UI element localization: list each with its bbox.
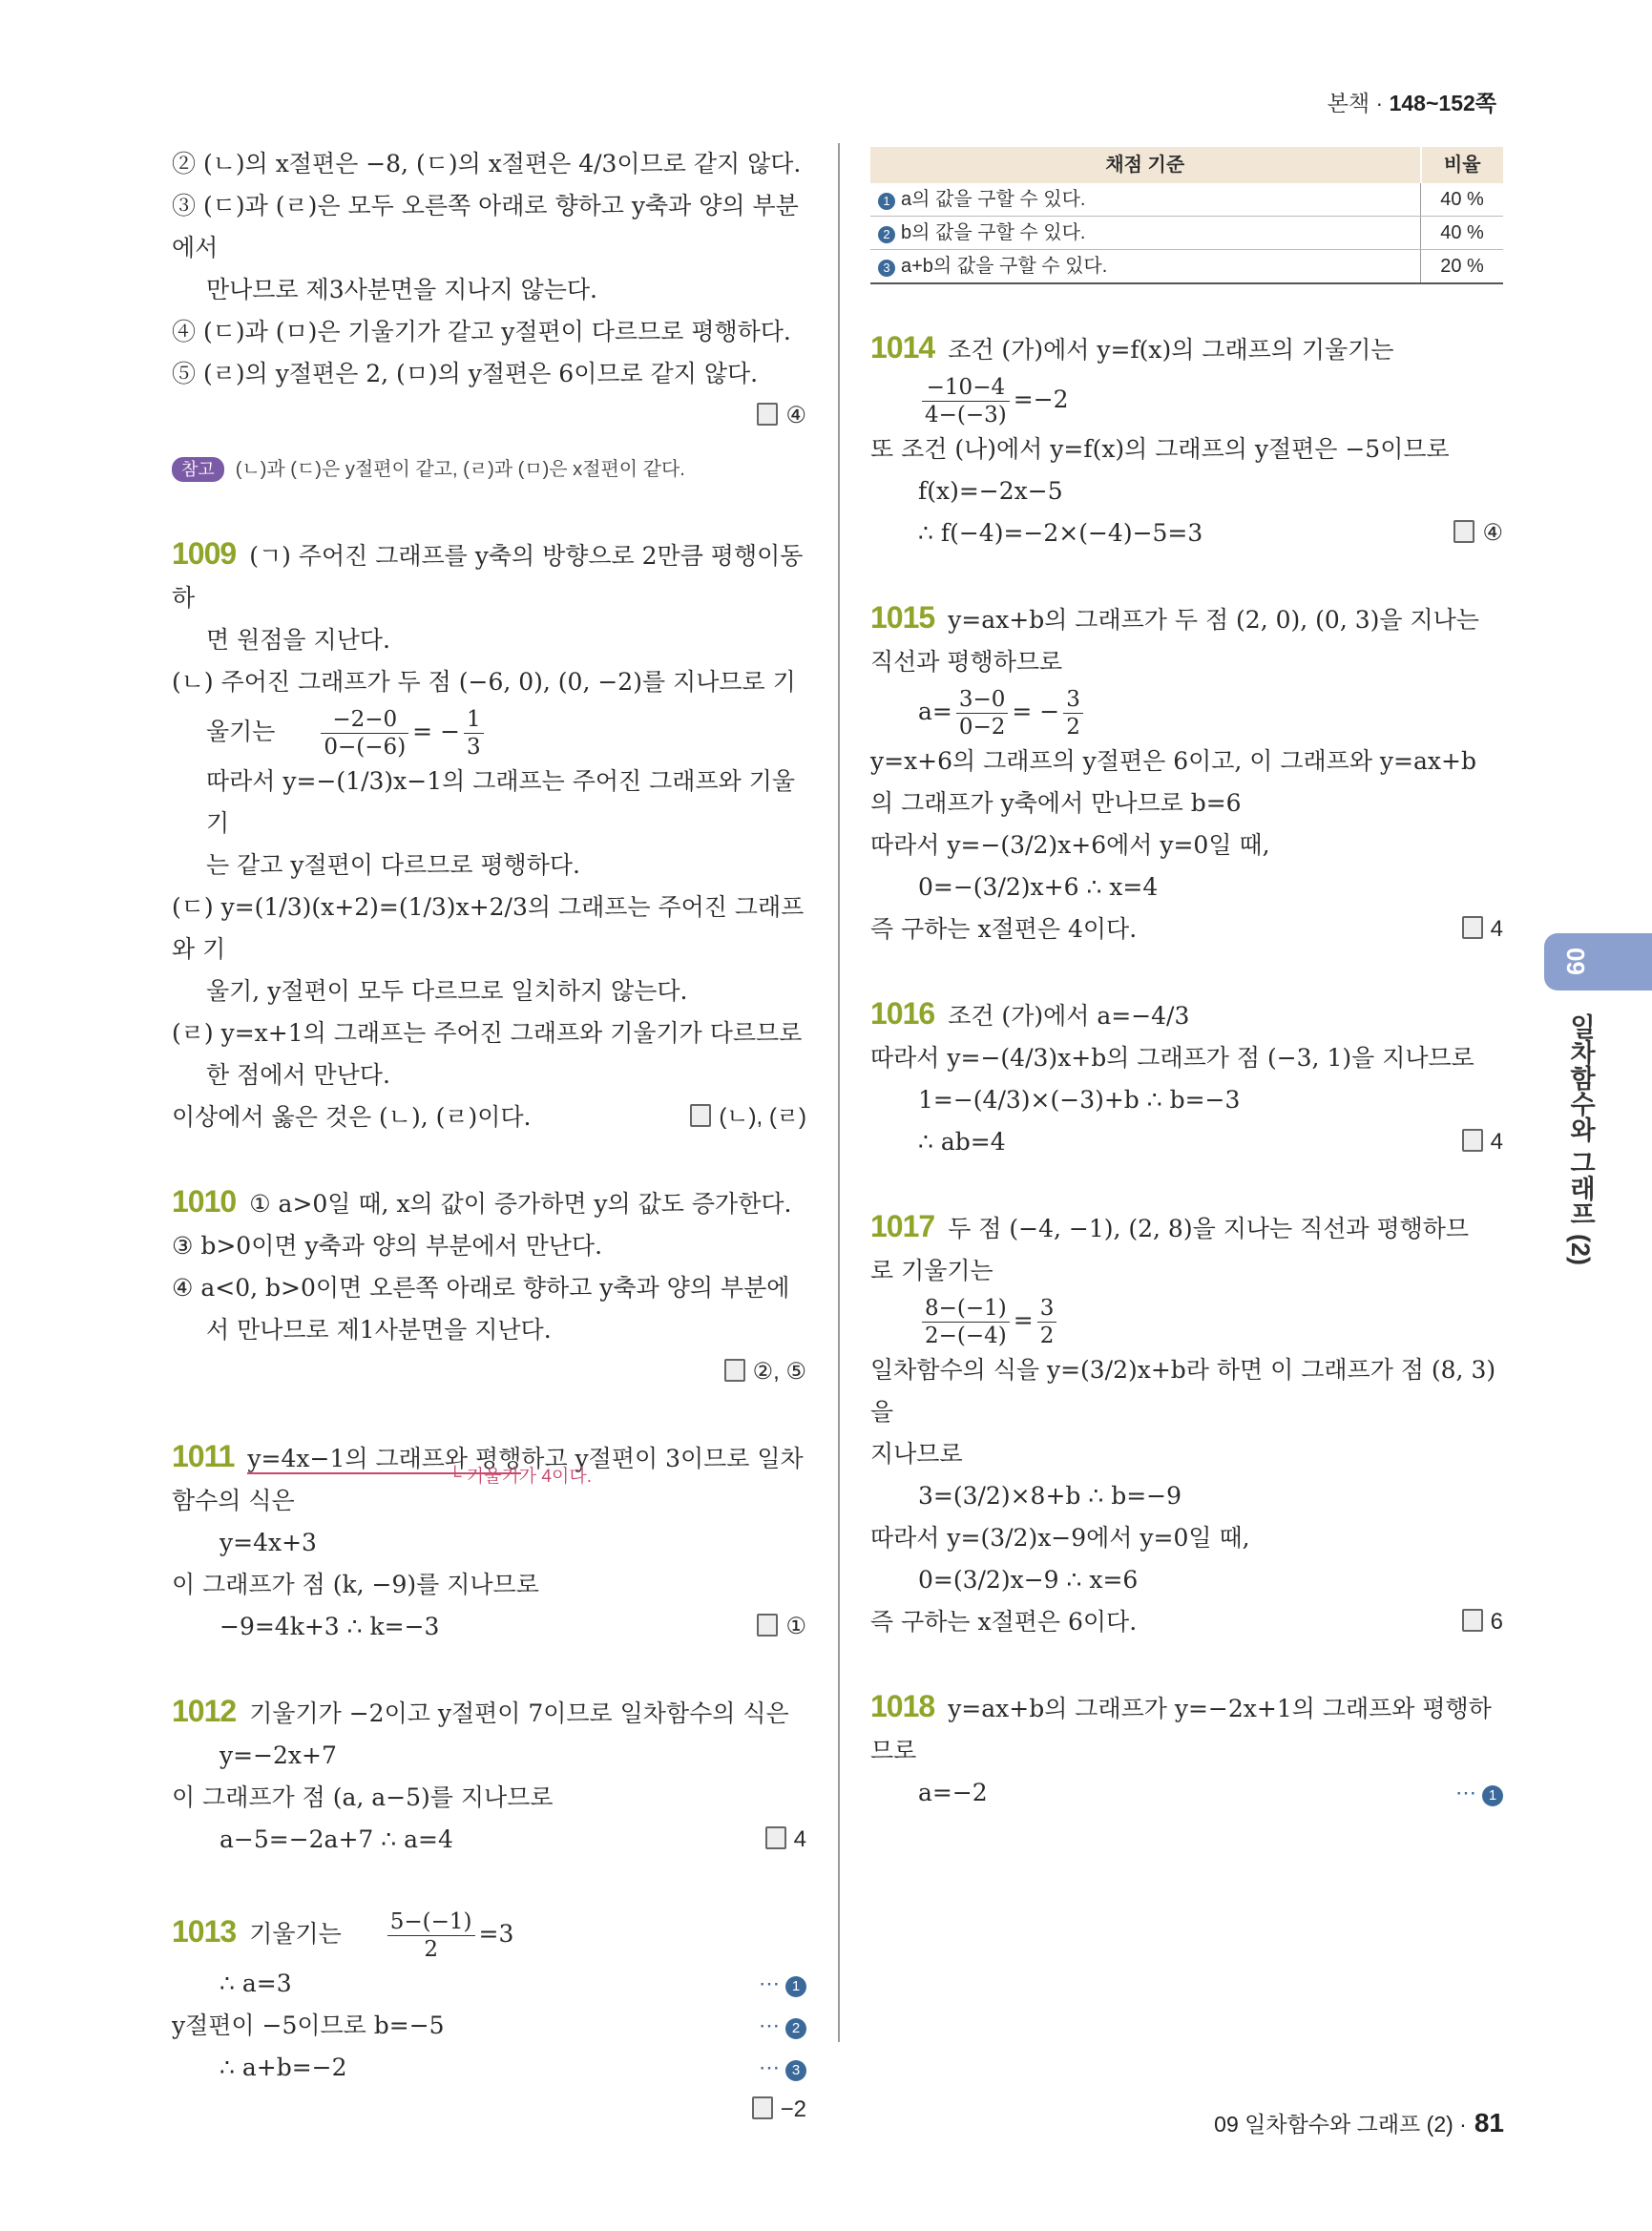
text-line: 3=(3/2)×8+b ∴ b=−9 (918, 1482, 1182, 1510)
answer-icon (724, 1359, 745, 1382)
chapter-tab[interactable]: 09 (1544, 933, 1652, 990)
text-line: 1=−(4/3)×(−3)+b ∴ b=−3 (918, 1086, 1241, 1114)
annotation: └ 기울기가 4이다. (449, 1467, 592, 1487)
text-line: 이상에서 옳은 것은 (ㄴ), (ㄹ)이다. (ㄴ), (ㄹ) (172, 1103, 806, 1131)
text-line: 즉 구하는 x절편은 6이다. 6 (870, 1608, 1503, 1636)
text-line: ② (ㄴ)의 x절편은 −8, (ㄷ)의 x절편은 4/3이므로 같지 않다. (172, 150, 802, 177)
text-line: 면 원점을 지난다. (206, 626, 390, 654)
answer-icon (757, 1614, 778, 1637)
solution-1013: 1013 기울기는 $\frac{5-(-1)}{2}$ =3 ∴ a=3 ⋯ 1 y절편이 −5이므로 b=−5 ⋯ 2 ∴ a+b=−2 ⋯ 3 −2 (172, 1903, 806, 2131)
problem-number: 1013 (172, 1914, 237, 1949)
problem-number: 1012 (172, 1694, 237, 1728)
footer-chapter: 09 일차함수와 그래프 (2) · (1214, 2112, 1467, 2137)
problem-number: 1014 (870, 330, 935, 365)
text-line: 따라서 y=−(1/3)x−1의 그래프는 주어진 그래프와 기울기 (206, 767, 795, 837)
solution-1018: 1018 y=ax+b의 그래프가 y=−2x+1의 그래프와 평행하 므로 a=−2 ⋯ 1 (870, 1685, 1503, 1814)
fraction: $\frac{-10-4}{4-(-3)}$ (922, 374, 1010, 428)
text-line: 0=(3/2)x−9 ∴ x=6 (918, 1566, 1139, 1594)
text-line: ∴ f(−4)=−2×(−4)−5=3 ④ (918, 519, 1503, 547)
text-line: a= $\frac{3-0}{0-2}$ = − $\frac{3}{2}$ (870, 683, 1503, 740)
fraction: $\frac{3}{2}$ (1037, 1295, 1057, 1349)
text-line: 따라서 y=−(4/3)x+b의 그래프가 점 (−3, 1)을 지나므로 (870, 1044, 1474, 1072)
text-line: 따라서 y=−(3/2)x+6에서 y=0일 때, (870, 831, 1270, 859)
text-line: $\frac{8-(-1)}{2-(-4)}$ = $\frac{3}{2}$ (870, 1292, 1503, 1349)
fraction: $\frac{5-(-1)}{2}$ (387, 1908, 475, 1963)
solution-1009: 1009 (ㄱ) 주어진 그래프를 y축의 방향으로 2만큼 평행이동하 면 원점을 지난다. (ㄴ) 주어진 그래프가 두 점 (−6, 0), (0, −2)를 지나므로 기 울기는 $\frac{-2-0}{0-(-6)}$ = − $\frac{1}{3}$ 따라서 y=−(1/3)x−1의 그래프는 주어진 그래프와 기울기 는 같고 y절편이 다르므로 평행하다. (ㄷ) y=(1/3)(x+2)=(1/3)x+2/3의 그래프는 주어진 그래프와 기 울기, y절편이 모두 다르므로 일치하지 않는다. (ㄹ) y=x+1의 그래프는 주어진 그래프와 기울기가 다르므로 한 점에서 만난다. 이상에서 옳은 것은 (ㄴ), (ㄹ)이다. (ㄴ), (ㄹ) (172, 532, 806, 1138)
problem-number: 1015 (870, 600, 935, 635)
left-column (172, 143, 806, 2131)
step-marker: ⋯ 2 (759, 2005, 806, 2047)
answer-icon (1462, 1609, 1483, 1632)
answer: ④ (172, 395, 806, 437)
answer-icon (1462, 1129, 1483, 1152)
text-line: −9=4k+3 ∴ k=−3 ① (220, 1613, 806, 1640)
solution-1017: 1017 두 점 (−4, −1), (2, 8)을 지나는 직선과 평행하므 로 기울기는 $\frac{8-(-1)}{2-(-4)}$ = $\frac{3}{2}$ 일차함수의 식을 y=(3/2)x+b라 하면 이 그래프가 점 (8, 3)을 지나므로 3=(3/2)×8+b ∴ b=−9 따라서 y=(3/2)x−9에서 y=0일 때, 0=(3/2)x−9 ∴ x=6 즉 구하는 x절편은 6이다. 6 (870, 1205, 1503, 1643)
text-line: ∴ a+b=−2 ⋯ 3 (172, 2047, 806, 2089)
text-line: 한 점에서 만난다. (206, 1061, 390, 1089)
problem-number: 1010 (172, 1184, 237, 1219)
text-line: y=−2x+7 (220, 1741, 337, 1769)
problem-number: 1009 (172, 536, 237, 571)
table-row: 3 a+b의 값을 구할 수 있다. 20 % (870, 250, 1503, 284)
text-line: 함수의 식은 (172, 1487, 295, 1514)
text-line: 일차함수의 식을 y=(3/2)x+b라 하면 이 그래프가 점 (8, 3)을 (870, 1356, 1496, 1426)
page-header: 본책 · 148~152쪽 (1327, 91, 1496, 115)
header-pages: 148~152쪽 (1389, 91, 1496, 115)
text-line: 따라서 y=(3/2)x−9에서 y=0일 때, (870, 1524, 1250, 1552)
text-line: 또 조건 (나)에서 y=f(x)의 그래프의 y절편은 −5이므로 (870, 435, 1450, 463)
solution-1011: 1011 y=4x−1의 그래프와 평행하고 y절편이 3이므로 일차 함수의 식은 └ 기울기가 4이다. y=4x+3 이 그래프가 점 (k, −9)를 지나므로 −9=4k+3 ∴ k=−3 ① (172, 1435, 806, 1648)
text-line: a−5=−2a+7 ∴ a=4 4 (220, 1825, 806, 1853)
solution-1014: 1014 조건 (가)에서 y=f(x)의 그래프의 기울기는 $\frac{-10-4}{4-(-3)}$ =−2 또 조건 (나)에서 y=f(x)의 그래프의 y절편은 −5이므로 f(x)=−2x−5 ∴ f(−4)=−2×(−4)−5=3 ④ (870, 326, 1503, 554)
text-line: ④ a<0, b>0이면 오른쪽 아래로 향하고 y축과 양의 부분에 (172, 1274, 790, 1302)
text-line: ⑤ (ㄹ)의 y절편은 2, (ㅁ)의 y절편은 6이므로 같지 않다. (172, 360, 759, 387)
text-line: 즉 구하는 x절편은 4이다. 4 (870, 915, 1503, 943)
table-header: 비율 (1421, 147, 1504, 183)
problem-number: 1011 (172, 1439, 235, 1473)
text-line: 로 기울기는 (870, 1257, 993, 1284)
right-column (870, 143, 1503, 1814)
text-line: (ㄷ) y=(1/3)(x+2)=(1/3)x+2/3의 그래프는 주어진 그래프와 기 (172, 893, 805, 963)
column-divider (838, 143, 840, 2042)
grading-table (870, 147, 1503, 284)
text-line: ∴ ab=4 4 (918, 1128, 1503, 1156)
text-line: a=−2 ⋯ 1 (870, 1772, 1503, 1814)
answer-icon (752, 2096, 773, 2119)
note-tag: 참고 (172, 457, 224, 482)
text-line: 만나므로 제3사분면을 지나지 않는다. (206, 276, 597, 303)
text-line: y=x+6의 그래프의 y절편은 6이고, 이 그래프와 y=ax+b (870, 747, 1476, 775)
answer-icon (690, 1104, 711, 1127)
solution-1015: 1015 y=ax+b의 그래프가 두 점 (2, 0), (0, 3)을 지나는 직선과 평행하므로 a= $\frac{3-0}{0-2}$ = − $\frac{3}{2}$ y=x+6의 그래프의 y절편은 6이고, 이 그래프와 y=ax+b 의 그래프가 y축에서 만나므로 b=6 따라서 y=−(3/2)x+6에서 y=0일 때, 0=−(3/2)x+6 ∴ x=4 즉 구하는 x절편은 4이다. 4 (870, 596, 1503, 950)
text-line: 이 그래프가 점 (a, a−5)를 지나므로 (172, 1783, 554, 1811)
answer: −2 (172, 2089, 806, 2131)
step-marker: ⋯ 1 (759, 1963, 806, 2005)
fraction: $\frac{-2-0}{0-(-6)}$ (321, 706, 408, 761)
text-line: 의 그래프가 y축에서 만나므로 b=6 (870, 789, 1242, 817)
solution-1016: 1016 조건 (가)에서 a=−4/3 따라서 y=−(4/3)x+b의 그래프가 점 (−3, 1)을 지나므로 1=−(4/3)×(−3)+b ∴ b=−3 ∴ ab=4 4 (870, 992, 1503, 1163)
text-line: 직선과 평행하므로 (870, 648, 1063, 676)
text-line: ③ (ㄷ)과 (ㄹ)은 모두 오른쪽 아래로 향하고 y축과 양의 부분에서 (172, 192, 799, 261)
answer-icon (757, 403, 778, 426)
fraction: $\frac{8-(-1)}{2-(-4)}$ (922, 1295, 1010, 1349)
problem-number: 1016 (870, 996, 935, 1031)
text-line: (ㄹ) y=x+1의 그래프는 주어진 그래프와 기울기가 다르므로 (172, 1019, 803, 1047)
page-footer (1214, 2107, 1504, 2138)
table-row: 2 b의 값을 구할 수 있다. 40 % (870, 217, 1503, 250)
fraction: $\frac{1}{3}$ (464, 706, 484, 761)
text-line: f(x)=−2x−5 (918, 477, 1063, 505)
reference-note: 참고 (ㄴ)과 (ㄷ)은 y절편이 같고, (ㄹ)과 (ㅁ)은 x절편이 같다. (172, 448, 806, 490)
answer: ②, ⑤ (172, 1351, 806, 1393)
table-header: 채점 기준 (870, 147, 1421, 183)
solution-1010: 1010 ① a>0일 때, x의 값이 증가하면 y의 값도 증가한다. ③ b>0이면 y축과 양의 부분에서 만난다. ④ a<0, b>0이면 오른쪽 아래로 향하고 y축과 양의 부분에 서 만나므로 제1사분면을 지난다. ②, ⑤ (172, 1180, 806, 1393)
text-line: y절편이 −5이므로 b=−5 ⋯ 2 (172, 2005, 806, 2047)
text-line: 므로 (870, 1737, 917, 1764)
answer-icon (765, 1826, 786, 1849)
text-line: (ㄴ) 주어진 그래프가 두 점 (−6, 0), (0, −2)를 지나므로 기 (172, 668, 796, 696)
text-line: 지나므로 (870, 1440, 963, 1468)
solution-1008-tail (172, 143, 806, 490)
table-row: 1 a의 값을 구할 수 있다. 40 % (870, 183, 1503, 217)
fraction: $\frac{3-0}{0-2}$ (956, 686, 1009, 740)
text-line: 0=−(3/2)x+6 ∴ x=4 (918, 873, 1159, 901)
page-number: 81 (1474, 2108, 1504, 2137)
step-marker: ⋯ 3 (759, 2047, 806, 2089)
solution-1012: 1012 기울기가 −2이고 y절편이 7이므로 일차함수의 식은 y=−2x+7 이 그래프가 점 (a, a−5)를 지나므로 a−5=−2a+7 ∴ a=4 4 (172, 1690, 806, 1861)
text-line: ③ b>0이면 y축과 양의 부분에서 만난다. (172, 1232, 603, 1260)
fraction: $\frac{3}{2}$ (1063, 686, 1083, 740)
problem-number: 1017 (870, 1209, 935, 1243)
answer-icon (1453, 520, 1474, 543)
answer-icon (1462, 916, 1483, 939)
text-line: $\frac{-10-4}{4-(-3)}$ =−2 (870, 371, 1503, 428)
step-marker: ⋯ 1 (1455, 1772, 1503, 1814)
text-line: y=4x+3 (220, 1529, 317, 1556)
text-line: 이 그래프가 점 (k, −9)를 지나므로 (172, 1571, 539, 1598)
header-label: 본책 (1327, 91, 1370, 115)
problem-number: 1018 (870, 1689, 935, 1723)
text-line: ④ (ㄷ)과 (ㅁ)은 기울기가 같고 y절편이 다르므로 평행하다. (172, 318, 791, 345)
text-line: 서 만나므로 제1사분면을 지난다. (206, 1316, 552, 1344)
text-line: 는 같고 y절편이 다르므로 평행하다. (206, 851, 580, 879)
text-line: 울기는 $\frac{-2-0}{0-(-6)}$ = − $\frac{1}{3}$ (172, 703, 806, 761)
text-line: 울기, y절편이 모두 다르므로 일치하지 않는다. (206, 977, 688, 1005)
text-line: ∴ a=3 ⋯ 1 (172, 1963, 806, 2005)
chapter-side-title: 일차함수와 그래프 (2) (1566, 1013, 1595, 1266)
